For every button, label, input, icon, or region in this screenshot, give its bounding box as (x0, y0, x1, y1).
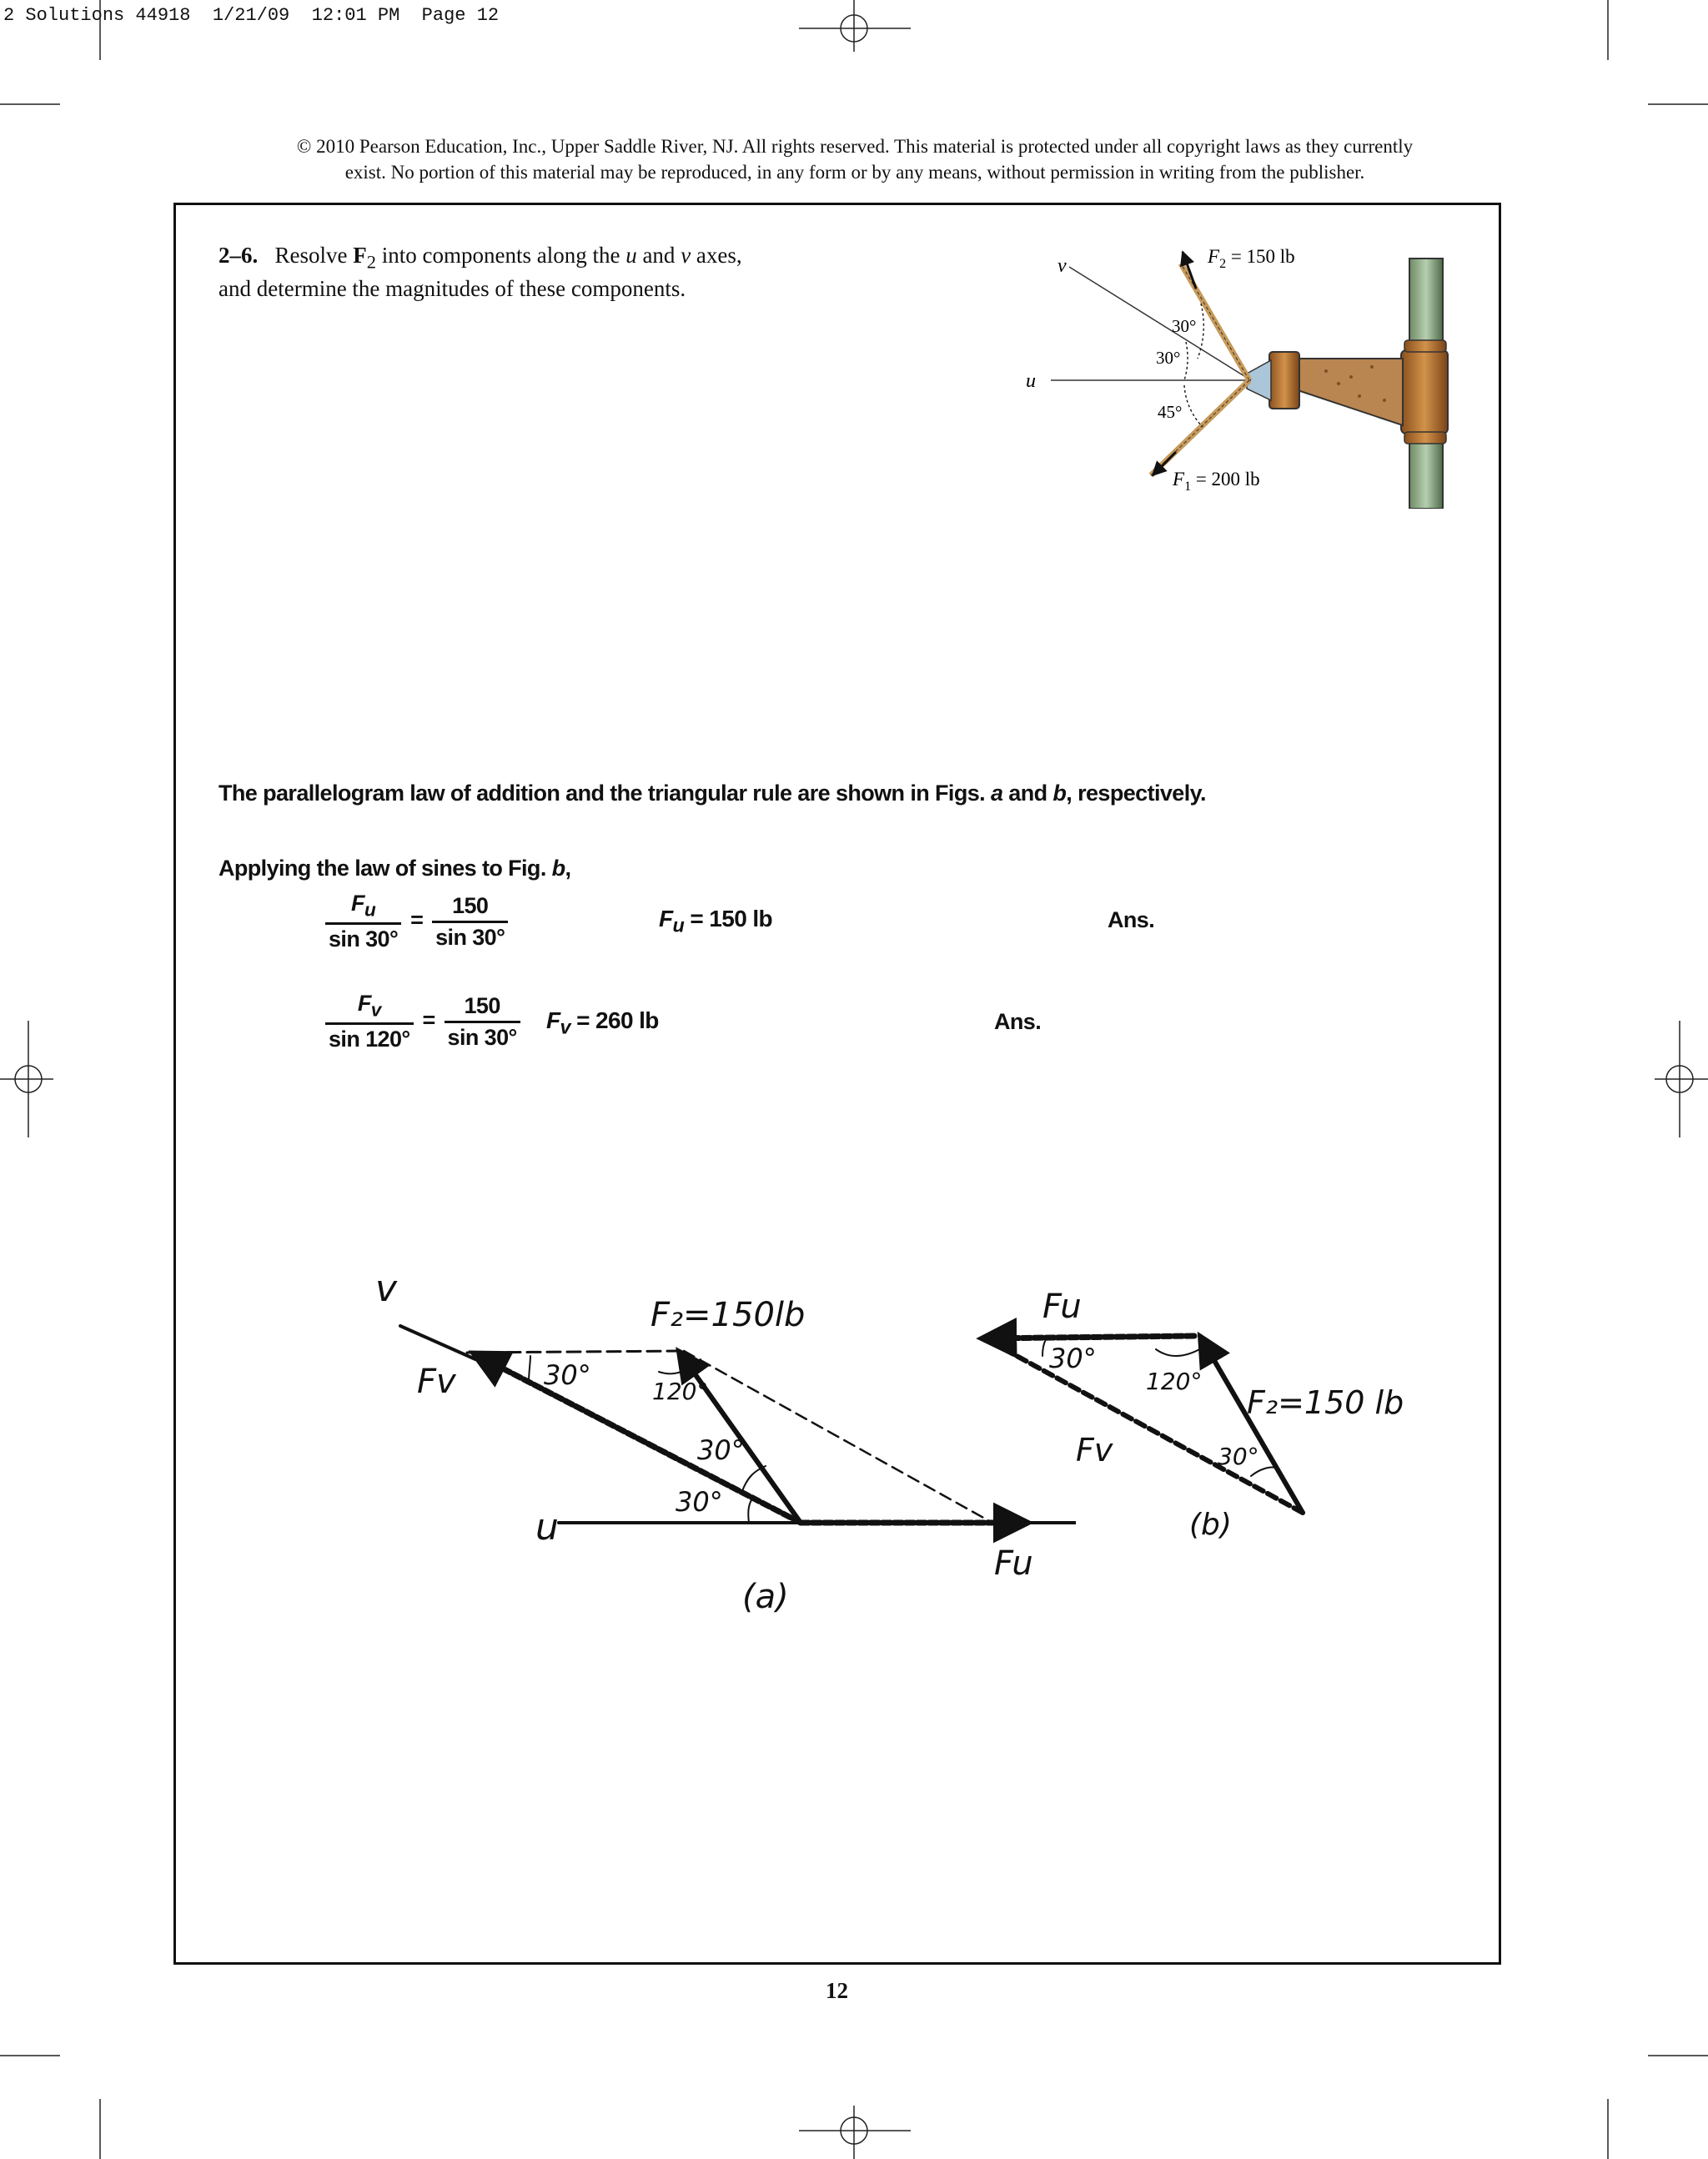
sketch-a-angle-30-mid: 30° (697, 1434, 745, 1466)
eq2-result: $F_v = 260$ lb (546, 1007, 659, 1038)
fig-f2-label: $F_2 = 150$ lb (1208, 246, 1295, 271)
sketch-a-angle-30-top: 30° (544, 1359, 591, 1391)
sketch-b-fv-label: Fv (1076, 1432, 1113, 1469)
problem-v: v (681, 243, 691, 268)
problem-text-a: Resolve (274, 243, 354, 268)
problem-number: 2–6. (219, 243, 259, 268)
statement-and: and (1002, 781, 1053, 806)
sketch-b-angle-120: 120° (1146, 1368, 1203, 1395)
bracket-collar (1401, 350, 1448, 434)
fig-angle-30-lower: 30° (1156, 348, 1181, 368)
problem-text-c: axes, (691, 243, 742, 268)
applying-comma: , (565, 856, 571, 881)
sketch-a-f2-label: F₂=150lb (651, 1296, 806, 1334)
fig-angle-45: 45° (1158, 402, 1183, 422)
copyright-line-1: © 2010 Pearson Education, Inc., Upper Saddle River, NJ. All rights reserved. This material is protected under all copyright laws as they currently (296, 136, 1414, 157)
sketch-b-f2-label: F₂=150 lb (1247, 1384, 1404, 1421)
problem-line-2: and determine the magnitudes of these components. (219, 276, 686, 302)
solution-statement (219, 781, 1206, 806)
statement-text-a: The parallelogram law of addition and the triangular rule are shown in Figs. (219, 781, 991, 806)
problem-u: u (625, 243, 637, 268)
sketch-a-angle-120: 120° (652, 1378, 709, 1405)
fig-angle-30-upper: 30° (1172, 316, 1197, 336)
statement-fig-a: a (990, 781, 1003, 806)
problem-statement (219, 242, 852, 303)
fig-v-label: v (1057, 255, 1067, 277)
problem-force-sub: 2 (366, 251, 376, 273)
sketch-a-fu-label: Fu (994, 1544, 1033, 1583)
sketch-a-u-label: u (535, 1506, 559, 1549)
sketch-b-triangle (959, 1276, 1426, 1576)
applying-law-of-sines (219, 856, 570, 881)
problem-force: F (353, 243, 367, 268)
copyright-notice (192, 133, 1518, 185)
sketch-b-angle-30-low: 30° (1218, 1443, 1259, 1470)
eq1-ans: Ans. (1108, 907, 1155, 932)
eq2-fraction-left: $\frac{F_v}{\sin 120^\circ}$ (325, 991, 414, 1052)
printer-slug: 2 Solutions 44918 1/21/09 12:01 PM Page 12 (3, 5, 500, 26)
sketch-b-fu-label: Fu (1042, 1288, 1082, 1326)
sketch-a-fv-label: Fv (417, 1363, 456, 1401)
applying-fig-b: b (551, 856, 565, 881)
applying-text-a: Applying the law of sines to Fig. (219, 856, 552, 881)
sketch-a-angle-30-low: 30° (676, 1486, 723, 1518)
sketch-b-caption: (b) (1189, 1508, 1232, 1542)
bracket-figure (992, 233, 1476, 509)
eq2-equals: = (422, 1007, 435, 1033)
bracket-plate (1269, 352, 1299, 409)
problem-text-b: into components along the (376, 243, 626, 268)
equation-2 (325, 991, 520, 1052)
eq1-equals: = (410, 907, 424, 933)
page-number: 12 (826, 1978, 848, 2003)
problem-line-1 (219, 242, 852, 275)
fig-u-label: u (1026, 370, 1036, 392)
sketch-a-v-label: v (375, 1268, 398, 1310)
sketch-a-caption: (a) (742, 1578, 789, 1616)
sketch-b-angle-30: 30° (1049, 1343, 1097, 1374)
eq2-ans: Ans. (994, 1009, 1042, 1034)
copyright-line-2: exist. No portion of this material may be reproduced, in any form or by any means, without permission in writing from the publisher. (344, 162, 1365, 183)
fig-f1-label: $F_1 = 200$ lb (1173, 469, 1260, 494)
bracket-arm (1298, 359, 1403, 425)
equation-1 (325, 891, 508, 952)
eq1-fraction-left: $\frac{F_u}{\sin 30^\circ}$ (325, 891, 401, 952)
eq1-result: $F_u = 150$ lb (659, 906, 773, 936)
eq1-fraction-right: $\frac{150}{\sin 30^\circ}$ (432, 893, 508, 951)
eq2-fraction-right: $\frac{150}{\sin 30^\circ}$ (445, 993, 520, 1051)
problem-and: and (636, 243, 681, 268)
statement-text-b: , respectively. (1066, 781, 1206, 806)
statement-fig-b: b (1052, 781, 1067, 806)
